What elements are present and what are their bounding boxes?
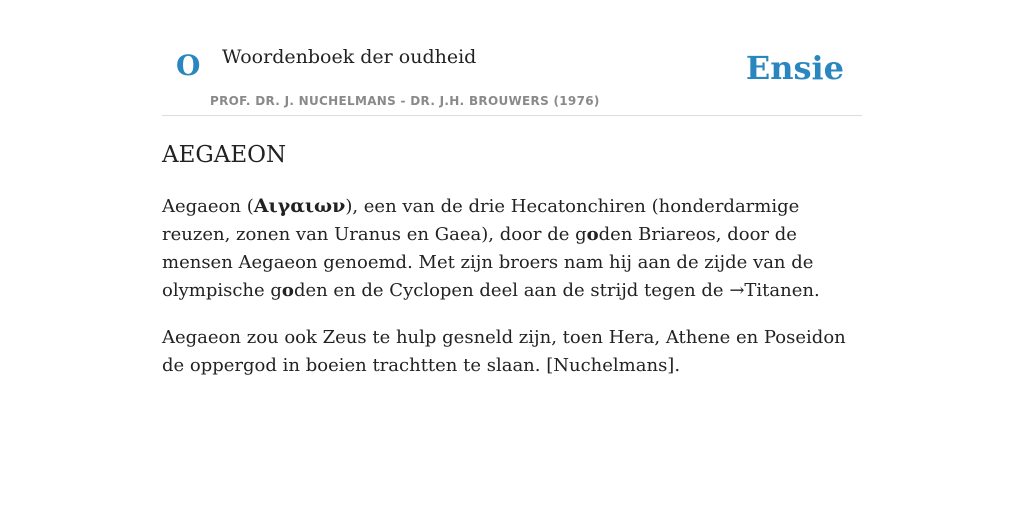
entry-title: AEGAEON bbox=[162, 142, 287, 168]
book-authors: PROF. DR. J. NUCHELMANS - DR. J.H. BROUWERS (1976) bbox=[210, 94, 600, 108]
section-letter[interactable]: O bbox=[176, 49, 201, 82]
bold-letter: o bbox=[281, 279, 294, 301]
text-span: den Briareos, door de mensen Aegaeon genoemd. Met zijn broers nam hij aan de zijde van de olympische g bbox=[162, 223, 814, 301]
ensie-logo[interactable]: Ensie bbox=[745, 49, 844, 87]
entry-paragraph-1 bbox=[162, 192, 852, 305]
bold-letter: o bbox=[586, 223, 599, 245]
link-titanen[interactable]: Titanen bbox=[744, 279, 814, 301]
dictionary-header bbox=[162, 0, 862, 116]
text-span: ), een van de drie Hecatonchiren (honderdarmige reuzen, zonen van Uranus en Gaea), door de g bbox=[162, 195, 800, 245]
entry-paragraph-2: Aegaeon zou ook Zeus te hulp gesneld zijn, toen Hera, Athene en Poseidon de oppergod in boeien trachtten te slaan. [Nuchelmans]. bbox=[162, 326, 846, 376]
book-title[interactable]: Woordenboek der oudheid bbox=[222, 46, 477, 68]
greek-name: Αιγαιων bbox=[253, 194, 346, 217]
text-span: Aegaeon ( bbox=[162, 195, 254, 217]
arrow-right-icon: → bbox=[729, 279, 745, 301]
text-span: . bbox=[813, 279, 820, 301]
page bbox=[162, 0, 862, 380]
text-span: den en de Cyclopen deel aan de strijd tegen de bbox=[293, 279, 730, 301]
